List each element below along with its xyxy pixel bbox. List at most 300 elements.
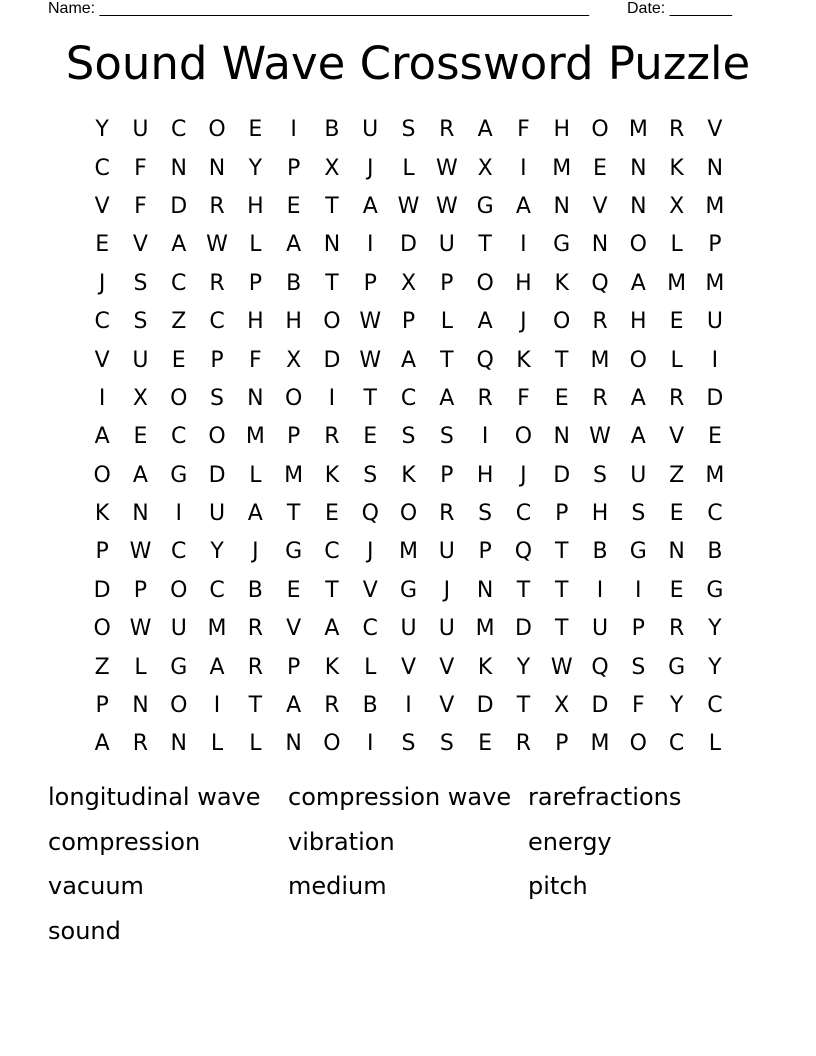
grid-letter: D [553,462,571,488]
grid-letter: G [476,193,494,219]
grid-letter: Y [708,654,722,680]
grid-letter: E [363,424,378,450]
grid-letter: R [592,385,608,411]
grid-letter: G [553,232,571,258]
grid-letter: E [95,232,110,258]
grid-letter: P [133,577,148,603]
grid-letter: K [94,501,110,527]
grid-letter: C [400,385,417,411]
grid-letter: G [629,539,647,565]
grid-row [83,149,734,187]
grid-letter: H [630,309,647,335]
grid-letter: G [170,654,188,680]
grid-letter: A [477,309,493,335]
grid-letter: F [517,385,530,411]
grid-letter: M [245,424,265,450]
grid-letter: M [667,270,687,296]
grid-row [83,610,734,648]
grid-letter: P [401,309,416,335]
grid-letter: W [129,616,152,642]
header-line [48,0,748,19]
grid-letter: D [400,232,417,258]
grid-letter: O [208,424,226,450]
grid-row [83,341,734,379]
grid-letter: H [476,462,494,488]
grid-letter: C [171,117,187,143]
grid-letter: B [362,693,378,719]
grid-letter: A [132,462,148,488]
page-title: Sound Wave Crossword Puzzle [65,37,751,90]
word-list-item: energy [528,827,612,856]
grid-letter: U [438,232,455,258]
grid-letter: C [209,309,225,335]
grid-letter: I [366,731,374,757]
grid-row [83,533,734,571]
grid-letter: L [708,731,722,757]
grid-letter: N [170,731,187,757]
grid-letter: X [286,347,302,373]
grid-letter: T [286,501,301,527]
grid-letter: W [397,193,420,219]
grid-letter: R [209,270,225,296]
grid-letter: J [520,462,527,488]
grid-letter: M [628,117,648,143]
grid-letter: Y [708,616,722,642]
grid-letter: T [554,539,569,565]
grid-letter: N [591,232,609,258]
grid-letter: O [476,270,494,296]
grid-letter: B [707,539,723,565]
grid-letter: T [554,577,569,603]
grid-letter: R [592,309,608,335]
grid-letter: U [706,309,723,335]
grid-letter: L [440,309,453,335]
grid-letter: R [668,616,685,642]
grid-letter: N [285,731,302,757]
grid-letter: K [401,462,416,488]
grid-letter: D [323,347,341,373]
grid-letter: O [629,347,647,373]
grid-letter: M [552,155,572,181]
grid-letter: J [366,155,374,181]
grid-letter: C [209,577,225,603]
grid-letter: I [405,693,412,719]
grid-letter: C [94,309,110,335]
grid-letter: A [400,347,417,373]
grid-letter: O [629,232,647,258]
grid-letter: M [284,462,304,488]
grid-letter: T [554,616,569,642]
grid-letter: N [132,693,149,719]
grid-letter: Z [669,462,685,488]
grid-letter: P [363,270,377,296]
grid-row [83,303,734,341]
grid-letter: O [170,385,188,411]
grid-letter: C [707,693,723,719]
grid-letter: P [631,616,645,642]
grid-letter: O [399,501,418,527]
grid-letter: A [477,117,493,143]
grid-letter: L [134,654,147,680]
grid-letter: S [593,462,607,488]
grid-letter: E [554,385,569,411]
grid-letter: K [324,654,340,680]
grid-letter: O [170,577,188,603]
grid-letter: Q [361,501,379,527]
grid-letter: A [324,616,340,642]
grid-letter: E [171,347,186,373]
grid-letter: K [477,654,493,680]
grid-letter: P [210,347,224,373]
grid-letter: V [439,693,455,719]
grid-letter: D [476,693,494,719]
grid-letter: E [478,731,493,757]
grid-letter: G [399,577,418,603]
grid-letter: O [93,616,111,642]
grid-letter: V [94,347,110,373]
grid-letter: A [630,385,646,411]
grid-letter: U [400,616,417,642]
grid-letter: A [630,424,646,450]
grid-letter: I [213,693,221,719]
grid-letter: I [635,577,642,603]
grid-letter: Y [210,539,224,565]
grid-letter: Y [95,117,109,143]
grid-letter: I [98,385,106,411]
grid-letter: D [591,693,609,719]
grid-letter: E [669,501,684,527]
grid-letter: S [401,424,416,450]
grid-letter: W [359,309,382,335]
grid-letter: C [668,731,685,757]
grid-letter: N [553,424,570,450]
grid-row [83,725,734,763]
grid-letter: R [477,385,493,411]
grid-letter: R [132,731,149,757]
grid-letter: P [286,424,301,450]
grid-letter: H [515,270,532,296]
word-list-item: compression [48,827,201,856]
grid-letter: W [435,193,458,219]
grid-letter: I [520,155,527,181]
grid-letter: A [515,193,531,219]
grid-row [83,648,734,686]
grid-letter: V [94,193,110,219]
grid-letter: U [362,117,379,143]
grid-letter: L [364,654,377,680]
grid-letter: E [286,577,301,603]
grid-letter: L [249,462,262,488]
grid-letter: E [669,577,684,603]
grid-letter: T [478,232,492,258]
grid-letter: F [134,155,147,181]
grid-letter: Y [248,155,263,181]
grid-letter: P [248,270,262,296]
grid-row [83,188,734,226]
grid-letter: K [324,462,340,488]
grid-letter: C [324,539,340,565]
grid-letter: R [324,693,340,719]
grid-letter: Q [514,539,533,565]
grid-letter: J [366,539,374,565]
grid-letter: E [593,155,607,181]
grid-row [83,457,734,495]
grid-letter: O [323,309,341,335]
grid-letter: N [170,155,187,181]
grid-row [83,572,734,610]
grid-letter: R [668,117,685,143]
grid-letter: M [399,539,419,565]
grid-letter: P [555,731,569,757]
grid-letter: W [435,155,458,181]
grid-letter: P [478,539,492,565]
grid-letter: P [286,155,301,181]
grid-row [83,687,734,725]
grid-letter: M [705,193,725,219]
grid-letter: O [323,731,341,757]
grid-letter: U [132,117,149,143]
grid-letter: S [439,731,454,757]
grid-letter: D [170,193,188,219]
grid-letter: N [476,577,494,603]
grid-letter: P [440,270,454,296]
grid-letter: P [286,654,301,680]
grid-letter: R [668,385,685,411]
grid-letter: U [630,462,647,488]
grid-letter: V [286,616,302,642]
grid-letter: Y [669,693,684,719]
grid-letter: S [401,117,416,143]
grid-letter: S [133,309,148,335]
grid-letter: M [590,731,610,757]
grid-letter: T [440,347,454,373]
grid-letter: D [706,385,724,411]
grid-letter: F [517,117,530,143]
grid-letter: V [362,577,378,603]
grid-letter: R [209,193,225,219]
grid-letter: A [94,731,110,757]
grid-letter: L [249,731,262,757]
grid-row [83,111,734,149]
grid-letter: U [438,539,455,565]
grid-letter: K [516,347,531,373]
grid-letter: T [248,693,263,719]
grid-letter: C [707,501,723,527]
word-list-item: sound [48,917,121,946]
grid-letter: A [630,270,646,296]
grid-letter: L [670,347,683,373]
grid-letter: R [439,117,455,143]
grid-letter: N [706,155,724,181]
grid-letter: R [324,424,340,450]
grid-letter: B [286,270,302,296]
grid-letter: C [94,155,110,181]
grid-letter: E [286,193,301,219]
grid-letter: J [98,270,106,296]
grid-letter: U [132,347,149,373]
grid-letter: W [129,539,152,565]
grid-letter: S [439,424,454,450]
grid-letter: F [631,693,645,719]
grid-letter: C [515,501,532,527]
grid-letter: T [363,385,377,411]
grid-row [83,380,734,418]
grid-letter: Q [591,654,609,680]
grid-letter: W [359,347,382,373]
grid-letter: O [93,462,111,488]
grid-letter: F [249,347,262,373]
grid-letter: O [284,385,303,411]
grid-letter: G [668,654,686,680]
grid-letter: I [711,347,719,373]
grid-letter: L [670,232,683,258]
grid-letter: M [590,347,610,373]
grid-letter: S [631,501,646,527]
grid-letter: R [515,731,532,757]
grid-letter: H [591,501,609,527]
grid-letter: J [520,309,527,335]
grid-letter: L [249,232,262,258]
grid-letter: O [553,309,571,335]
grid-letter: A [362,193,378,219]
grid-letter: N [247,385,264,411]
grid-letter: N [208,155,226,181]
grid-letter: X [324,155,340,181]
grid-letter: J [252,539,259,565]
grid-letter: K [669,155,684,181]
grid-letter: P [440,462,454,488]
grid-letter: T [516,693,531,719]
grid-letter: E [133,424,148,450]
grid-letter: C [362,616,378,642]
grid-letter: V [439,654,455,680]
grid-letter: V [707,117,723,143]
grid-letter: I [366,232,374,258]
grid-letter: S [401,731,416,757]
grid-letter: N [630,193,647,219]
grid-letter: G [170,462,188,488]
grid-letter: U [438,616,455,642]
grid-letter: R [247,654,263,680]
grid-letter: R [247,616,263,642]
grid-letter: O [591,117,609,143]
word-list-item: vacuum [48,872,144,901]
grid-letter: M [705,270,725,296]
grid-row [83,226,734,264]
grid-letter: V [400,654,417,680]
letter-grid [83,111,734,764]
grid-letter: X [132,385,148,411]
grid-letter: X [477,155,493,181]
grid-letter: U [591,616,609,642]
grid-letter: A [209,654,225,680]
grid-letter: B [592,539,608,565]
grid-letter: V [669,424,685,450]
grid-letter: E [248,117,263,143]
grid-letter: E [324,501,339,527]
grid-letter: G [706,577,724,603]
grid-letter: T [554,347,569,373]
grid-letter: V [132,232,148,258]
grid-letter: S [133,270,148,296]
grid-letter: T [325,270,339,296]
grid-letter: Q [476,347,494,373]
grid-letter: P [95,693,109,719]
grid-letter: Q [591,270,609,296]
grid-letter: X [669,193,685,219]
grid-letter: I [328,385,336,411]
grid-letter: S [363,462,378,488]
name-field: Name: _______________________________________________________ [48,0,589,17]
word-list [48,778,768,957]
grid-letter: C [171,270,187,296]
grid-letter: T [325,577,339,603]
grid-letter: S [478,501,493,527]
grid-letter: P [555,501,569,527]
grid-letter: T [516,577,531,603]
word-list-item: compression wave [288,783,512,811]
grid-letter: L [210,731,224,757]
grid-letter: D [93,577,111,603]
grid-letter: E [669,309,684,335]
grid-letter: H [247,309,264,335]
grid-letter: H [247,193,264,219]
word-list-item: longitudinal wave [48,783,261,811]
grid-letter: H [553,117,570,143]
grid-letter: M [705,462,725,488]
grid-letter: O [170,693,188,719]
word-list-item: pitch [528,872,588,901]
grid-row [83,495,734,533]
grid-letter: M [207,616,227,642]
grid-letter: Z [94,654,110,680]
grid-row [83,418,734,456]
grid-letter: W [206,232,228,258]
grid-letter: S [631,654,646,680]
grid-letter: N [553,193,570,219]
grid-letter: X [400,270,417,296]
grid-letter: N [630,155,647,181]
grid-letter: L [402,155,415,181]
grid-letter: C [171,539,187,565]
grid-letter: A [94,424,110,450]
grid-letter: O [514,424,533,450]
grid-letter: J [443,577,451,603]
grid-letter: W [550,654,573,680]
grid-letter: P [708,232,722,258]
grid-letter: Z [171,309,187,335]
grid-letter: F [134,193,147,219]
grid-letter: I [290,117,297,143]
grid-letter: I [481,424,489,450]
grid-letter: X [554,693,570,719]
grid-letter: V [592,193,608,219]
grid-letter: O [208,117,226,143]
grid-letter: B [247,577,263,603]
grid-letter: G [285,539,303,565]
word-list-item: vibration [288,827,395,856]
word-list-item: rarefractions [528,783,682,811]
grid-letter: N [668,539,685,565]
grid-letter: A [247,501,263,527]
word-list-item: medium [288,872,387,901]
grid-letter: H [285,309,302,335]
grid-letter: A [439,385,455,411]
grid-letter: O [629,731,647,757]
grid-letter: D [208,462,226,488]
grid-letter: N [323,232,341,258]
grid-letter: N [132,501,149,527]
